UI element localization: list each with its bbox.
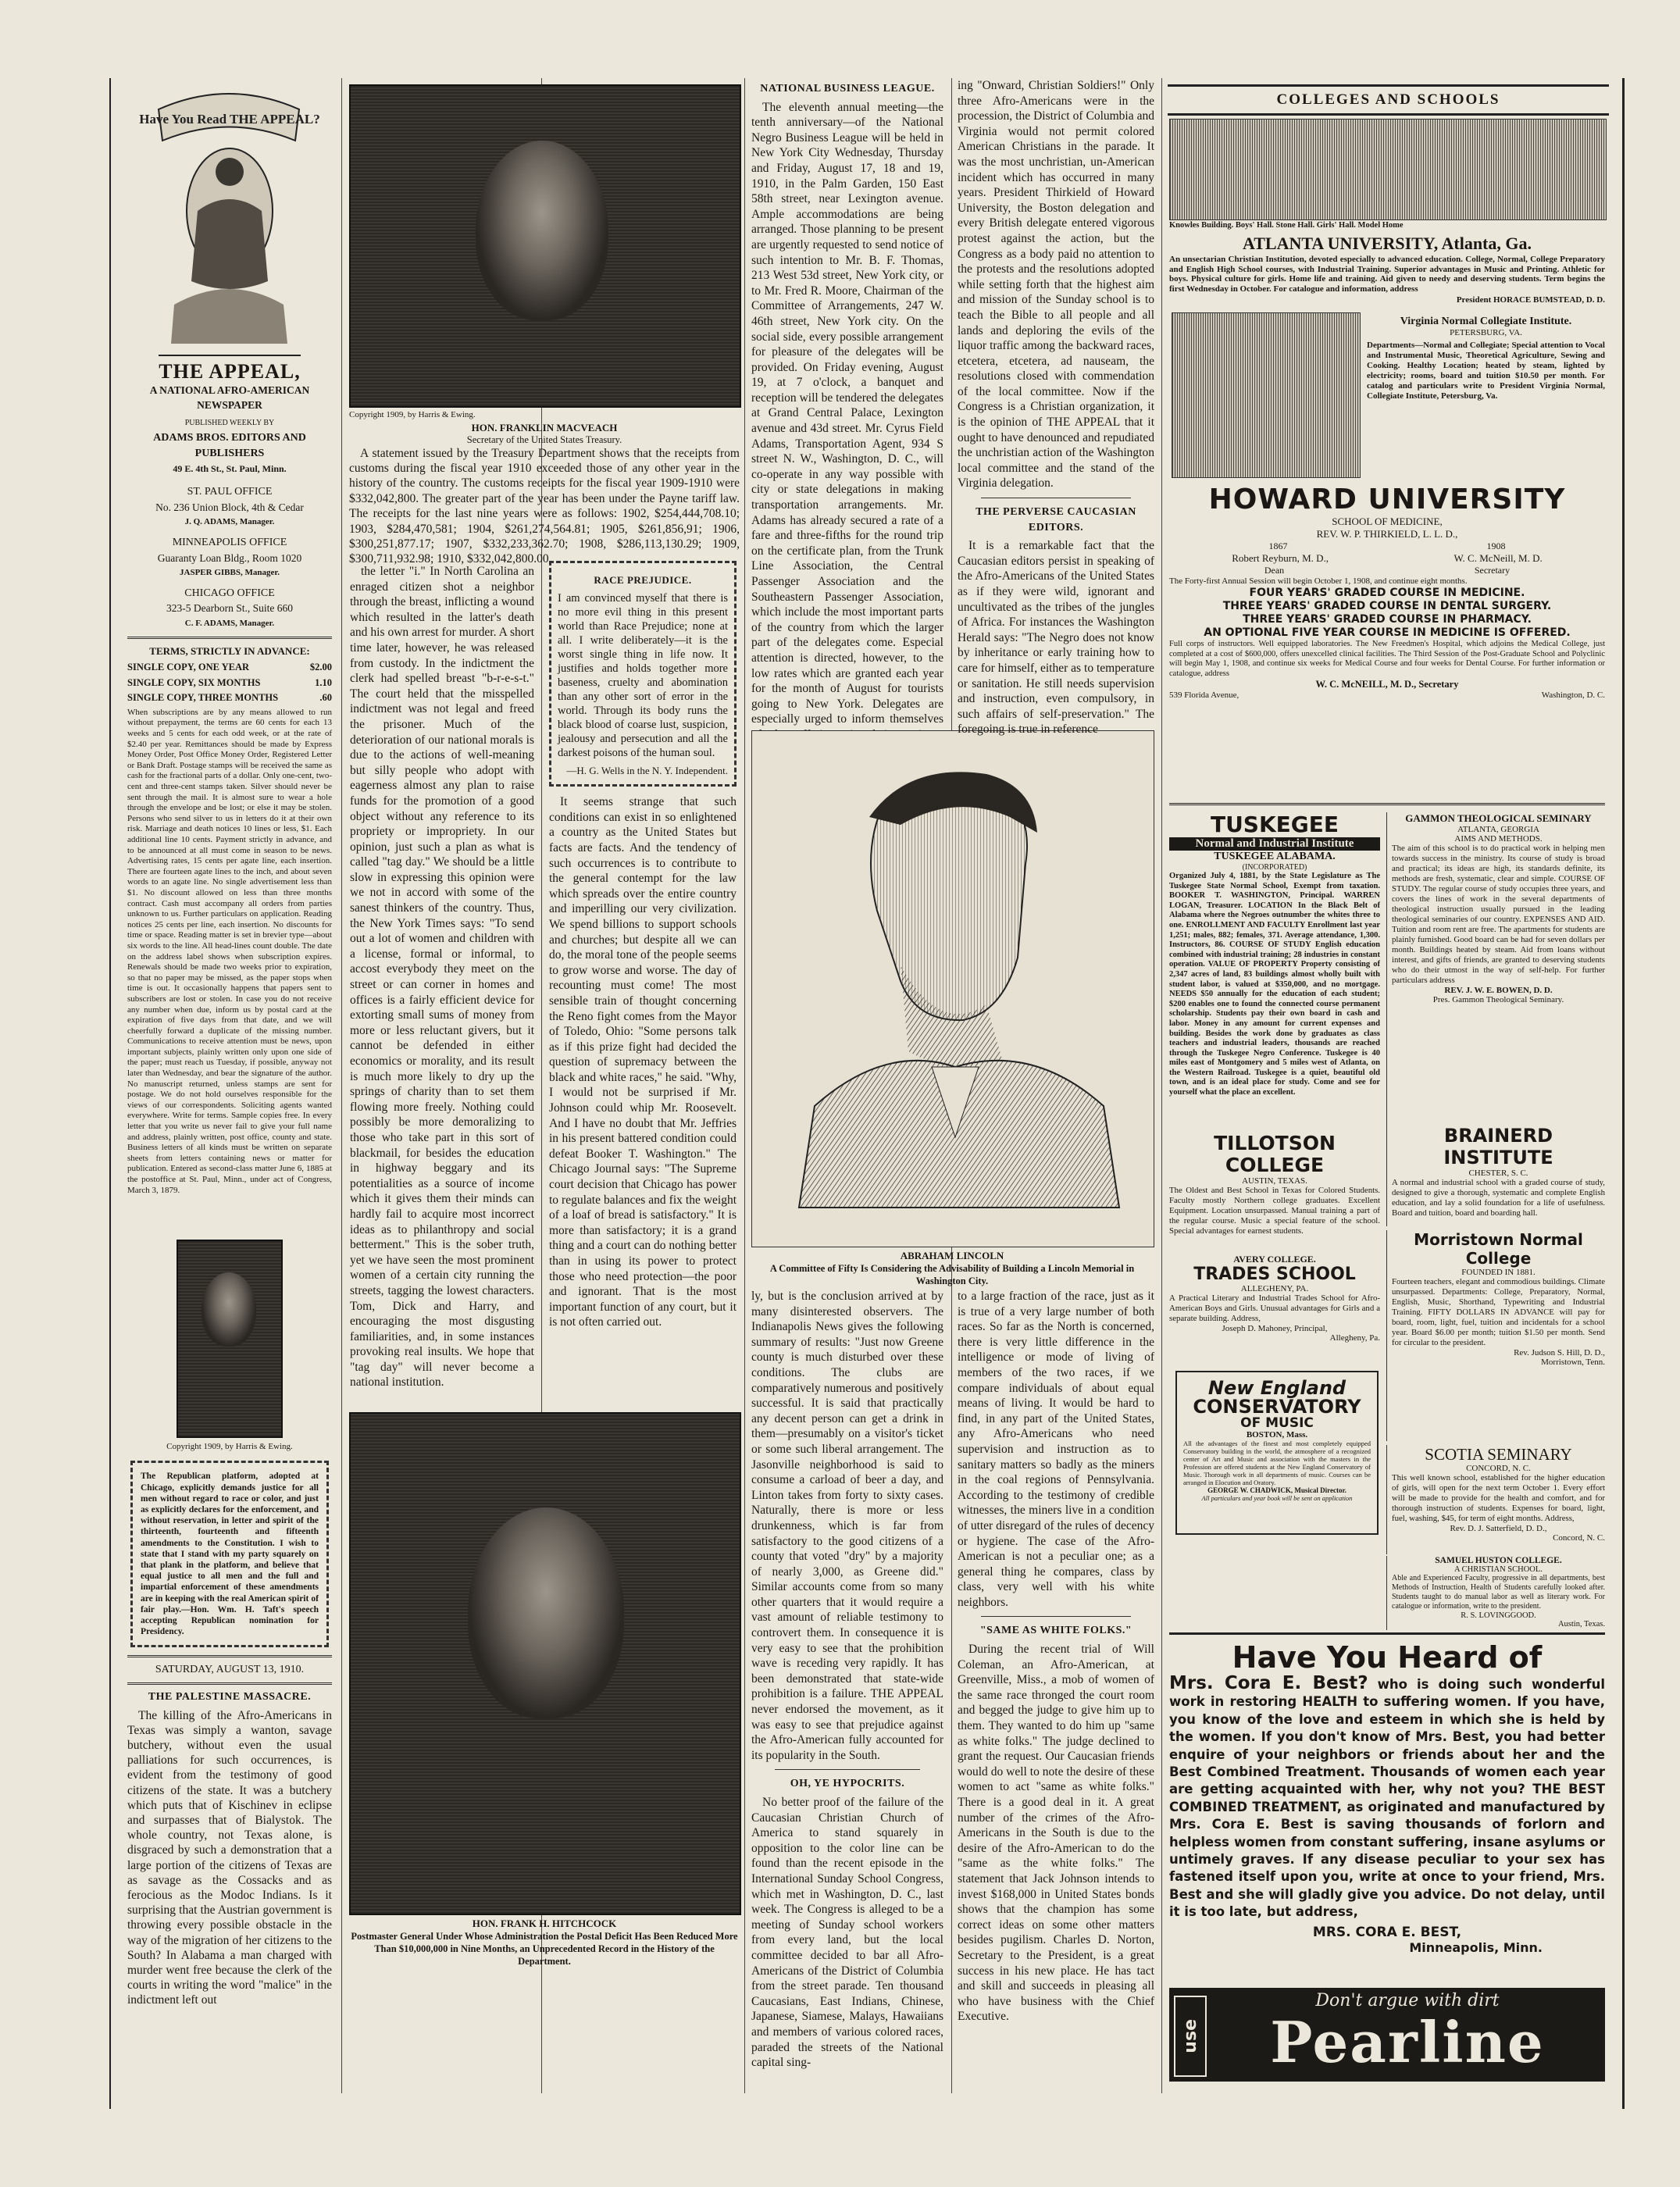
cora-best-city: Minneapolis, Minn.	[1409, 1939, 1543, 1955]
office-line: 323-5 Dearborn St., Suite 660	[166, 602, 293, 615]
terms-list	[127, 660, 332, 706]
morristown-name: Morristown Normal College	[1414, 1230, 1583, 1268]
same-as-white-folks-headline: "SAME AS WHITE FOLKS."	[979, 1625, 1132, 1637]
hypocrits-article: No better proof of the failure of the Caucasian Christian Church of America to stand squarely in opposition to the color line can be found than the recent episode in the International Sunday School Congress, which met in Washington, D. C., last week. The Congress is alleged to be a meeting of Sunday school workers from every land, but the local committee decided to bar all Afro-Americans of the District of Columbia from the street parade. Ten thousand Caucasians, East Indians, Chinese, Japanese, Siamese, Malays, Hawaiians and members of various colored races, paraded the streets of the National capital sing-	[751, 1796, 943, 2070]
tuskegee-place: TUSKEGEE ALABAMA.	[1214, 851, 1336, 862]
howard-dean: Robert Reyburn, M. D.,	[1232, 552, 1329, 564]
avery-city: Allegheny, Pa.	[1329, 1333, 1380, 1343]
huston-name: SAMUEL HUSTON COLLEGE.	[1435, 1556, 1562, 1565]
brainerd-place: CHESTER, S. C.	[1468, 1168, 1528, 1178]
gammon-place: ATLANTA, GEORGIA	[1457, 825, 1539, 834]
business-league-article: The eleventh annual meeting—the tenth anniversary—of the National Negro Business League will be held in New York City Wednesday, Thursday and Friday, August 17, 18 and 19, 1910, in the Palm Garden, 150 East 58th street, near Lexington avenue. Ample accommodations are being arranged. Those planning to be present are urgently requested to send notice of such intention to Mr. B. F. Thomas, 213 West 53d street, New York city, or to Mr. Fred R. Moore, Chairman of the Committee of Arrangements, 247 W. 46th street, New York city. On the social side, every possible arrangement for pleasure of the delegates will be provided. On Friday evening, August 19, at 7 o'clock, a banquet and reception will be tendered the delegates at Grand Central Palace, Lexington avenue and 43d street. Mr. Cyrus Field Adams, Transportation Agent, 934 S street N. W., Washington, D. C., will co-operate in any way possible with city or state delegations in making transportation arrangements. Mr. Adams has already secured a rate of a fare and three-fifths for the round trip on the certificate plan, from the Trunk Line Association, the Central Passenger Association and the Southeastern Passenger Association, which include the most important parts of the country from which the larger part of the delegates come. Especial attention is directed, however, to the low rates which are granted each year for the month of August for tourists going to New York. Delegates are especially urged to inform themselves	[751, 100, 943, 726]
avery-text: A Practical Literary and Industrial Trades School for Afro-American Boys and Girls. Unusual advantages for Girls and a separate building. Address,	[1169, 1293, 1380, 1323]
colleges-banner: COLLEGES AND SCHOOLS	[1168, 84, 1609, 116]
pearline-use: use	[1180, 2019, 1200, 2053]
gammon-name: GAMMON THEOLOGICAL SEMINARY	[1405, 812, 1592, 824]
office-name: CHICAGO OFFICE	[184, 587, 275, 599]
cora-best-signer: MRS. CORA E. BEST,	[1312, 1924, 1462, 1940]
gammon-signer: REV. J. W. E. BOWEN, D. D.	[1444, 986, 1553, 995]
divider	[1169, 803, 1605, 805]
lincoln-caption-text: A Committee of Fifty Is Considering the Advisability of Building a Lincoln Memorial in Washington City.	[769, 1263, 1135, 1286]
column-rule	[744, 78, 745, 2093]
cora-best-text-2: THE BEST COMBINED TREATMENT, as originated and manufactured by Mrs. Cora E. Best is saving thousands of forlorn and helpless women from constant suffering, insane asylums or untimely graves. If any disease peculiar to your sex has fastened itself upon you, write at once to your friend, Mrs. Best and she will gladly give you advice. Do not delay, until it is too late, but address,	[1169, 1782, 1605, 1920]
column-4-top	[958, 78, 1154, 737]
howard-rev: REV. W. P. THIRKIELD, L. L. D.,	[1316, 528, 1458, 540]
nec-footer: All particulars and year book will be sent on application	[1201, 1494, 1353, 1502]
tag-day-article: the letter "i." In North Carolina an enraged citizen shot a neighbor through the breast, inflicting a wound which resulted in the latter's death and his own arrest for murder. A short time later, however, he was released from custody. In the indictment the clerk had spelled breast "b-r-e-s-t." The court held that the misspelled indictment was not legal and freed the prisoner. Much of the deterioration of our national morals is due to the actions of well-meaning but silly people who adopt with eagerness almost any plan to raise funds for the promotion of a good object without any reference to its propriety or impropriety. In our opinion, just such a plan as what is called "tag day." We should be a little slow in expressing this opinion were we not in accord with some of the sanest thinkers of the country. Thus, the New York Times says: "To send out a lot of women and children with a license, formal or informal, to accost everybody they meet on the street or can corner in homes and offices is a fairly efficient device for extorting small sums of money from more or less reluctant givers, but it cannot be defended in either economics or morality, and its result is much more likely to dry up the springs of charity than to set them flowing more freely. Nothing could possibly be more demoralizing to those who take part in this sort of blackmail, for besides the education in highway beggary and its potentialities as a source of income which it gives them their minds can hardly fail to acquire most incorrect ideas as to philanthropy and social betterment." This is the sober truth, yet we have seen the most prominent women of a certain city running the streets, tagging the lowest characters. Tom, Dick and Harry, and encouraging the most disgusting familiarities, and, in some instances provoking real insults. We hope that "tag day" will never become a national institution.	[350, 565, 534, 1390]
scotia-signer: Rev. D. J. Satterfield, D. D.,	[1450, 1524, 1547, 1533]
nec-name-3: OF MUSIC	[1240, 1415, 1314, 1431]
column-2-left	[350, 564, 534, 1407]
divider	[127, 1682, 332, 1685]
terms-price: .60	[319, 692, 332, 704]
column-3-top	[751, 78, 943, 726]
sunday-school-article: ing "Onward, Christian Soldiers!" Only three Afro-Americans were in the procession, the District of Columbia and Virginia would not permit colored American Christians in the parade. It was the most unchristian, un-American incident which has occurred in many years. President Thirkield of Howard University, the Boston delegation and every British delegate entered vigorous protest against the action, but the Congress as a body paid no attention to the protests and the resolutions adopted while setting forth that the highest aim and mission of the Sunday school is to teach the Bible to all people and all lands and deploring the evils of the liquor traffic among the backward races, etcetera, etcetera, ad nauseam, the resolutions closed with commendation of the local committee. Now if the Congress is a Christian organization, it is the opinion of THE APPEAL that it ought to have denounced and repudiated the unchristian action of the Washington local committee and the stand of the Virginia delegation.	[958, 79, 1154, 491]
emblem-text: Have You Read THE APPEAL?	[139, 112, 320, 127]
office-block	[127, 535, 332, 581]
huston-city: Austin, Texas.	[1557, 1620, 1605, 1629]
huston-sub: A CHRISTIAN SCHOOL.	[1454, 1565, 1543, 1574]
hitchcock-caption-text: Postmaster General Under Whose Administration the Postal Deficit Has Been Reduced More Than $10,000,000 in Nine Months, an Unprecedented Record in the History of the Department.	[351, 1931, 738, 1967]
cora-best-ad	[1169, 1640, 1605, 1976]
gammon-text: The aim of this school is to do practical work in helping men towards success in the ministry. Its course of study is broad and practical; its ideas are high, its standards definite, its methods are fresh, systematic, clear and simple. COURSE OF STUDY. The regular course of study occupies three years, and covers the lines of work in the several departments of theological instruction usually pursued in the leading theological seminaries of our country. EXPENSES AND AID. Tuition and room rent are free. The apartments for students are plainly furnished. Good board can be had for seven dollars per month. Buildings heated by steam. Aid from loans without interest, and gifts of friends, are granted to deserving students who do their utmost in the way of self-help. For further particulars address	[1392, 844, 1605, 985]
brainerd-ad	[1386, 1125, 1605, 1226]
gammon-sub: AIMS AND METHODS.	[1454, 834, 1543, 844]
howard-course: THREE YEARS' GRADED COURSE IN PHARMACY.	[1243, 613, 1532, 626]
published-weekly: PUBLISHED WEEKLY BY	[184, 418, 275, 427]
divider	[127, 1655, 332, 1657]
howard-text: Full corps of instructors. Well equipped laboratories. The New Freedmen's Hospital, which adjoins the Medical College, just completed at a cost of $600,000, offers unexcelled clinical facilities. The Third Session of the Post-Graduate School and Polyclinic will begin May 1, 1908, and continue six weeks for Medical Course and four weeks for Dental Course. For further information or catalogue, address	[1169, 640, 1605, 678]
lincoln-name: ABRAHAM LINCOLN	[900, 1250, 1004, 1261]
office-block	[127, 586, 332, 632]
howard-secretary-label: Secretary	[1474, 565, 1511, 576]
reno-fight-article: It seems strange that such conditions can exist in so enlightened a country as the United States but facts are facts. And the tendency of such occurrences is to contribute to the general contempt for the law which spreads over the entire country and imperilling our very civilization. We spend billions to support schools and churches; but despite all we can do, the moral tone of the people seems to grow worse and worse. The day of recounting must come! The most sensible train of thought concerning the Reno fight comes from the Mayor of Toledo, Ohio: "Some persons talk as if this prize fight had decided the question of supremacy between the black and white races," he said. "Why, I would not be surprised if Mr. Johnson could whip Mr. Roosevelt. And I have no doubt that Mr. Jeffries in his present battered condition could defeat Booker T. Washington." The Chicago Journal says: "The Supreme court decision that Chicago has power to regulate balances and fix the weight of a loaf of bread is satisfactory." It is more than satisfactory; it is a grand thing and a court can do nothing better than in using its power to protect those who need protection—the poor and ignorant. That is the most important function of any court, but it is not often carried out.	[549, 795, 737, 1329]
race-prejudice-title: RACE PREJUDICE.	[594, 574, 692, 586]
divider	[1169, 1632, 1605, 1635]
masthead-subtitle: A NATIONAL AFRO-AMERICAN NEWSPAPER	[149, 384, 310, 412]
terms-price: 1.10	[315, 676, 332, 688]
taft-quote-box: The Republican platform, adopted at Chicago, explicitly demands justice for all men without regard to race or color, and just as explicitly declares for the enforcement, and without reservation, in letter and spirit of the thirteenth, fourteenth and fifteenth amendments to the Constitution. I wish to state that I stand with my party squarely on that plank in the platform, and believe that equal justice to all men and the full and impartial enforcement of these amendments are in keeping with the real American spirit of fair play.—Hon. Wm. H. Taft's speech accepting Republican nomination for Presidency.	[130, 1461, 329, 1647]
howard-officer-labels	[1169, 565, 1605, 576]
virginia-normal-place: PETERSBURG, VA.	[1450, 328, 1522, 337]
column-4-bottom	[958, 1289, 1154, 2101]
atlanta-university-text: An unsectarian Christian Institution, devoted especially to advanced education. College, Normal, College Preparatory and English High School courses, with Industrial Training. Superior advantages in Music and Printing. Athletic for boys. Physical culture for girls. Home life and training. Aid given to needy and deserving students. Term begins the first Wednesday in October. For catalogue and information, address	[1169, 255, 1605, 294]
morristown-text: Fourteen teachers, elegant and commodious buildings. Climate unsurpassed. Departments: College, Preparatory, Normal, English, Music, Shorthand, Typewriting and Industrial Training. FIFTY DOLLARS IN ADVANCE will pay for board, room, light, fuel, tuition and incidentals for a school year. Board $6.00 per month; tuition $1.50 per month. Send for circular to the president.	[1392, 1277, 1605, 1347]
column-3-bottom	[751, 1289, 943, 2101]
scotia-place: CONCORD, N. C.	[1466, 1464, 1531, 1473]
divider	[775, 1769, 920, 1770]
virginia-normal-ad	[1367, 316, 1605, 401]
morristown-founded: FOUNDED IN 1881.	[1461, 1268, 1536, 1277]
office-line: Guaranty Loan Bldg., Room 1020	[157, 551, 302, 564]
virginia-normal-engraving	[1172, 312, 1361, 478]
office-manager: C. F. ADAMS, Manager.	[184, 618, 275, 628]
column-rule	[1161, 78, 1162, 2093]
samuel-huston-ad	[1386, 1556, 1605, 1630]
howard-address-row	[1169, 690, 1605, 700]
masthead-column	[127, 78, 332, 2101]
issue-date: SATURDAY, AUGUST 13, 1910.	[155, 1664, 305, 1676]
scotia-ad	[1386, 1445, 1605, 1554]
nec-name-2: CONSERVATORY	[1193, 1396, 1361, 1418]
terms-text: When subscriptions are by any means allowed to run without prepayment, the terms are 60 cents for each 13 weeks and 5 cents for each odd week, or at the rate of $2.40 per year. Remittances should be made by Express Money Order, Post Office Money Order, Registered Letter or Bank Draft. Postage stamps will be received the same as cash for the fractional parts of a dollar. Only one-cent, two-cent and three-cent stamps taken. Silver should never be sent through the mail. It is almost sure to wear a hole through the envelope and be lost; or else it may be stolen. Persons who send silver to us in letters do it at their own risk. Marriage and death notices 10 lines or less, $1. Each additional line 10 cents. Payment strictly in advance, and to be announced at all must come in season to be news. Advertising rates, 15 cents per agate line, each insertion. There are fourteen agate lines to the inch, and about seven words to an agate line. No single advertisement less than $1. No discount allowed on less than three months contract. Cash must accompany all orders from parties unknown to us. Further particulars on application. Reading notices 25 cents per line, each insertion. No discounts for time or space. Reading matter is set in brevier type—about six words to the line. All head-lines count double. The date on the address label shows when subscription expires. Renewals should be made two weeks prior to expiration, so that no paper may be missed, as the paper stops when time is out. It occasionally happens that papers sent to subscribers are lost or stolen. In case you do not receive any number when due, inform us by postal card at the expiration of five days from that date, and we will cheerfully forward a duplicate of the missing number. Communications to receive attention must be news, upon important subjects, plainly written only upon one side of the paper; must reach us Tuesday, if possible, anyway not later than Wednesday, and bear the signature of the author. No manuscript returned, unless stamps are sent for postage. We do not hold ourselves responsible for the views of our correspondents. Soliciting agents wanted everywhere. Write for terms. Sample copies free. In every letter that you write us never fail to give your full name and address, plainly written, post office, county and state. Business letters of all kinds must be written on separate sheets from letters containing news or matter for publication. Entered as second-class matter June 6, 1885 at the postoffice at St. Paul, Minn., under act of Congress, March 3, 1879.	[127, 707, 332, 1195]
tuskegee-inc: (INCORPORATED)	[1242, 863, 1307, 872]
howard-note: The Forty-first Annual Session will begin October 1, 1908, and continue eight months.	[1169, 576, 1468, 586]
nec-text: All the advantages of the finest and most completely equipped Conservatory building in the world, the atmosphere of a recognized center of Art and Music and association with the masters in the Profession are offered students at the New England Conservatory of Music. Thorough work in all departments of music. Courses can be arranged in Elocution and Oratory.	[1183, 1440, 1371, 1486]
perverse-editors-headline: THE PERVERSE CAUCASIAN EDITORS.	[976, 506, 1136, 533]
gammon-ad	[1386, 812, 1605, 1125]
race-prejudice-box	[549, 561, 737, 787]
appeal-emblem-icon	[127, 78, 332, 359]
howard-signer: W. C. McNEILL, M. D., Secretary	[1315, 679, 1459, 690]
office-manager: JASPER GIBBS, Manager.	[180, 568, 280, 578]
same-as-white-folks-article: During the recent trial of Will Coleman, an Afro-American, at Greenville, Miss., a mob of women of the same race thronged the court room and begged the judge to give him up to them. They wanted to do him up "same as white folks." The judge declined to grant the request. Our Caucasian friends would do well to note the desire of these women to act "same as white folks." There is a good deal in it. A great number of the crimes of the Afro-Americans in the South is due to the desire of the Afro-American to do the "same as the white folks." The statement that Jack Johnson intends to invest $168,000 in United States bonds shows that the champion has some correct ideas on some other matters besides pugilism. Charles D. Norton, Secretary to the President, is a great success in his new place. He has tact and skill and succeeds in pleasing all who have business with the Chief Executive.	[958, 1643, 1154, 2024]
cora-best-name: Mrs. Cora E. Best?	[1169, 1673, 1368, 1693]
macveach-photo	[349, 84, 741, 408]
race-prejudice-signature: —H. G. Wells in the N. Y. Independent.	[566, 764, 728, 776]
brainerd-text: A normal and industrial school with a graded course of study, designed to give a thorough, systematic and complete English education, and lay a solid foundation for a life of usefulness. Board and tuition, board and boarding hall.	[1392, 1178, 1605, 1218]
gammon-signer-title: Pres. Gammon Theological Seminary.	[1432, 995, 1564, 1004]
office-manager: J. Q. ADAMS, Manager.	[184, 517, 275, 527]
terms-row	[127, 690, 332, 706]
terms-label: SINGLE COPY, THREE MONTHS	[127, 692, 279, 704]
terms-row	[127, 660, 332, 676]
macveach-name: HON. FRANKLIN MACVEACH	[471, 421, 618, 433]
virginia-normal-text: Departments—Normal and Collegiate; Special attention to Vocal and Instrumental Music, Theoretical Agriculture, Sewing and Cooking. Healthy Location; heated by steam, lighted by electricity; rooms, board and tuition $10.50 per month. For catalog and particulars write to President Virginia Normal, Collegiate Institute, Petersburg, Va.	[1367, 341, 1605, 401]
nec-director: GEORGE W. CHADWICK, Musical Director.	[1207, 1486, 1346, 1494]
howard-courses	[1169, 587, 1605, 640]
avery-title: TRADES SCHOOL	[1193, 1265, 1356, 1284]
atlanta-university-engraving	[1169, 119, 1607, 220]
howard-secretary: W. C. McNeill, M. D.	[1454, 552, 1543, 564]
race-prejudice-text: I am convinced myself that there is no more evil thing in this present world than Race Prejudice; none at all. I write deliberately—it is the worst single thing in life now. It justifies and holds together more baseness, cruelty and abomination than any other sort of error in the world. Through its body runs the black blood of coarse lust, suspicion, jealousy and persecution and all the darkest poisons of the human soul.	[558, 591, 728, 759]
atlanta-building-labels: Knowles Building. Boys' Hall. Stone Hall. Girls' Hall. Model Home	[1169, 221, 1404, 230]
morristown-ad	[1386, 1230, 1605, 1441]
hitchcock-name: HON. FRANK H. HITCHCOCK	[472, 1918, 617, 1929]
terms-row	[127, 676, 332, 691]
howard-course: AN OPTIONAL FIVE YEAR COURSE IN MEDICINE IS OFFERED.	[1204, 626, 1571, 639]
tillotson-text: The Oldest and Best School in Texas for Colored Students. Faculty mostly Northern college graduates. Excellent Equipment. Location unsurpassed. Manual training a part of the regular course. Music a special feature of the school. Special advantages for earnest students.	[1169, 1186, 1380, 1236]
masthead-emblem	[127, 78, 332, 359]
howard-university-ad	[1169, 484, 1605, 700]
cora-best-heading: Have You Heard of	[1232, 1640, 1543, 1675]
howard-city: Washington, D. C.	[1541, 690, 1605, 700]
photo-credit: Copyright 1909, by Harris & Ewing.	[349, 410, 476, 419]
howard-years	[1169, 541, 1605, 552]
howard-year-start: 1867	[1268, 541, 1288, 551]
office-name: ST. PAUL OFFICE	[187, 486, 273, 498]
publishers-address: 49 E. 4th St., St. Paul, Minn.	[173, 462, 287, 474]
brainerd-name: BRAINERD INSTITUTE	[1443, 1125, 1553, 1168]
terms-label: SINGLE COPY, ONE YEAR	[127, 662, 250, 673]
nec-place: BOSTON, Mass.	[1246, 1430, 1308, 1440]
divider	[981, 1616, 1131, 1617]
tillotson-ad	[1169, 1133, 1380, 1250]
terms-price: $2.00	[309, 662, 332, 673]
hygiene-article: to a large fraction of the race, just as it is true of a very large number of both races. So far as the North is concerned, there is very little difference in the intelligence or mode of living of members of the two races, if we compare individuals of about equal means of living. It would be hard to find, in any part of the United States, any Afro-Americans who need supervision and instruction as to sanitary matters so badly as the miners in the coal regions of Pennsylvania. According to the testimony of credible witnesses, the miners live in a condition of utter disregard of the rules of decency or hygiene. The case of the Afro-American is not a peculiar one; as a general thing he compares, class by class, very well with his white neighbors.	[958, 1290, 1154, 1609]
huston-text: Able and Experienced Faculty, progressive in all departments, best Methods of Instruction, Health of Students carefully looked after. Students taught to do manual labor as well as literary work. For catalogue or information, write to the president.	[1392, 1574, 1605, 1611]
palestine-headline: THE PALESTINE MASSACRE.	[148, 1691, 312, 1704]
treasury-article: A statement issued by the Treasury Department shows that the receipts from customs during the fiscal year 1910 exceeded those of any other year in the history of the country. The customs receipts for the fiscal year 1909-1910 were $332,042,800. The greater part of the year has been under the Payne tariff law. The receipts for the last nine years were as follows: 1902, $254,444,708.10; 1903, $284,470,581; 1904, $261,274,564.81; 1905, $261,856,91; 1906, $300,251,877.17; 1907, $332,233,362.70; 1908, $286,113,130.29; 1909, $300,711,932.98; 1910, $332,042,800.00.	[349, 446, 740, 566]
lincoln-caption	[751, 1250, 1153, 1287]
terms-title: TERMS, STRICTLY IN ADVANCE:	[149, 644, 310, 657]
hitchcock-caption	[349, 1918, 740, 1968]
cora-best-text-1: who is doing such wonderful work in restoring HEALTH to suffering women. If you have, you know of the love and esteem in which she is held by the women. If you don't know of Mrs. Best, you had better enquire of your neighbors or friends about her and the Best Combined Treatment. Thousands of women each year are getting acquainted with her, why not you?	[1169, 1677, 1605, 1797]
atlanta-president: President HORACE BUMSTEAD, D. D.	[1456, 295, 1605, 305]
howard-address: 539 Florida Avenue,	[1169, 690, 1239, 700]
avery-name: AVERY COLLEGE.	[1233, 1254, 1316, 1265]
hitchcock-photo	[349, 1412, 741, 1915]
huston-signer: R. S. LOVINGGOOD.	[1461, 1611, 1536, 1620]
howard-year-end: 1908	[1486, 541, 1506, 551]
terms-label: SINGLE COPY, SIX MONTHS	[127, 676, 261, 688]
avery-signer: Joseph D. Mahoney, Principal,	[1222, 1324, 1328, 1333]
nec-name-1: New England	[1207, 1377, 1346, 1399]
perverse-editors-article: It is a remarkable fact that the Caucasian editors persist in speaking of the Afro-Americans of the United States as if they were wild, ignorant and uncultivated as the tribes of the jungles of Africa. For instances the Washington Herald says: "The Negro does not know by inheritance or early training how to care for himself, either as to temperature or sanitation. He still needs supervision and instruction, even compulsory, in such affairs of self-preservation." The foregoing is true in reference	[958, 539, 1154, 737]
hypocrits-headline: OH, YE HYPOCRITS.	[790, 1778, 905, 1790]
office-block	[127, 484, 332, 530]
pearline-ad	[1169, 1988, 1605, 2082]
office-list	[127, 484, 332, 631]
divider	[127, 637, 332, 639]
pearline-tagline: Don't argue with dirt	[1315, 1991, 1500, 2010]
lincoln-portrait-icon	[752, 731, 1154, 1247]
tuskegee-subtitle: Normal and Industrial Institute	[1169, 837, 1380, 851]
masthead-title: THE APPEAL,	[159, 360, 301, 383]
howard-dean-label: Dean	[1264, 565, 1285, 576]
column-2-right	[549, 561, 737, 1404]
scotia-text: This well known school, established for the higher education of girls, will open for the next term October 1. Every effort will be made to provide for the health and comfort, and for thorough instruction of students. Expenses for board, light, fuel, washing, $45, for term of eight months. Address,	[1392, 1473, 1605, 1523]
column-rule	[341, 78, 342, 2093]
publishers: ADAMS BROS. EDITORS AND PUBLISHERS	[153, 432, 306, 459]
pearline-name: Pearline	[1270, 2009, 1545, 2075]
morristown-signer: Rev. Judson S. Hill, D. D.,	[1514, 1348, 1605, 1358]
scotia-name: SCOTIA SEMINARY	[1425, 1445, 1572, 1464]
avery-place: ALLEGHENY, PA.	[1240, 1284, 1309, 1293]
tuskegee-ad	[1169, 812, 1380, 1125]
pearline-use-box	[1174, 1996, 1207, 2077]
howard-course: FOUR YEARS' GRADED COURSE IN MEDICINE.	[1249, 587, 1525, 599]
office-line: No. 236 Union Block, 4th & Cedar	[155, 501, 304, 513]
atlanta-university-name: ATLANTA UNIVERSITY, Atlanta, Ga.	[1242, 234, 1532, 253]
avery-ad	[1169, 1254, 1380, 1363]
howard-school: SCHOOL OF MEDICINE,	[1332, 516, 1443, 527]
howard-officers	[1169, 552, 1605, 565]
taft-photo	[177, 1240, 283, 1438]
tuskegee-name: TUSKEGEE	[1210, 812, 1339, 837]
macveach-caption	[349, 409, 740, 567]
cora-best-body	[1169, 1675, 1605, 1921]
howard-course: THREE YEARS' GRADED COURSE IN DENTAL SURGERY.	[1222, 600, 1552, 612]
virginia-normal-name: Virginia Normal Collegiate Institute.	[1400, 316, 1572, 327]
morristown-city: Morristown, Tenn.	[1541, 1358, 1605, 1367]
palestine-body: The killing of the Afro-Americans in Texas was simply a wanton, savage butchery, without even the usual palliations for such occurrences, is evident from the testimony of good citizens of the state. It was a butchery which puts that of Kischinev in eclipse and surpasses that of Bialystok. The whole country, not Texas alone, is disgraced by such a demonstration that a large portion of the citizens of Texas are as savage as the Cossacks and as ferocious as the Modoc Indians. Is it surprising that the Austrian government is throwing every possible obstacle in the way of the migration of her citizens to the South? In Alabama a man charged with murder went free because the clerk of the courts in writing the word "malice" in the indictment left out	[127, 1708, 332, 2007]
macveach-title: Secretary of the United States Treasury.	[466, 433, 622, 445]
tillotson-name: TILLOTSON COLLEGE	[1214, 1132, 1336, 1176]
scotia-city: Concord, N. C.	[1553, 1533, 1605, 1543]
photo-credit: Copyright 1909, by Harris & Ewing.	[166, 1441, 293, 1451]
new-england-conservatory-ad	[1175, 1371, 1379, 1535]
prohibition-article: ly, but is the conclusion arrived at by many disinterested observers. The Indianapolis News gives the following summary of results: "Just now Greene county is much disturbed over these conditions. The clubs are comparatively numerous and positively successful. It is said that practically any decent person can get a drink in them—presumably on a visitor's ticket or some such liberal arrangement. The Jasonville neighborhood is said to consume a carload of beer a day, and Linton takes from forty to sixty cases. Naturally, there is more or less drunkenness, which is far from satisfactory to the good citizens of a county that voted "dry" by a majority of nearly 3,000, as Greene did." Similar accounts come from so many other quarters that it would require a vast amount of reliable testimony to controvert them. In consequence it is very easy to see that the prohibition wave is receding very rapidly. It has been demonstrated that state-wide prohibition is a failure. THE APPEAL never endorsed the movement, as it was easy to see that prejudice against the Afro-American fully accounted for its popularity in the South.	[751, 1290, 943, 1762]
tillotson-place: AUSTIN, TEXAS.	[1242, 1176, 1307, 1186]
howard-university-name: HOWARD UNIVERSITY	[1208, 483, 1566, 516]
tuskegee-text: Organized July 4, 1881, by the State Legislature as The Tuskegee State Normal School, Exempt from taxation. BOOKER T. WASHINGTON, Principal. WARREN LOGAN, Treasurer. LOCATION In the Black Belt of Alabama where the Negroes outnumber the whites three to one. ENROLLMENT AND FACULTY Enrollment last year 1,251; males, 882; females, 371. Average attendance, 1,300. Instructors, 86. COURSE OF STUDY English education combined with industrial training; 28 industries in constant operation. VALUE OF PROPERTY Property consisting of 2,347 acres of land, 83 buildings almost wholly built with student labor, is valued at $350,000, and no mortgage. NEEDS $50 annually for the education of each student; $200 enables one to found the connected course permanent scholarship. Students pay their own board in cash and labor. Money in any amount for current expenses and building. Besides the work done by graduates as class teachers and industrial leaders, thousands are reached through the Tuskegee Negro Conference. Tuskegee is 40 miles east of Montgomery and 5 miles west of Atlanta, on the Western Railroad. Tuskegee is a quiet, beautiful old town, and is an ideal place for study. Come and see for yourself what the place an excellent.	[1169, 872, 1380, 1097]
business-league-headline: NATIONAL BUSINESS LEAGUE.	[760, 83, 935, 95]
office-name: MINNEAPOLIS OFFICE	[172, 536, 287, 548]
lincoln-engraving	[751, 730, 1154, 1247]
